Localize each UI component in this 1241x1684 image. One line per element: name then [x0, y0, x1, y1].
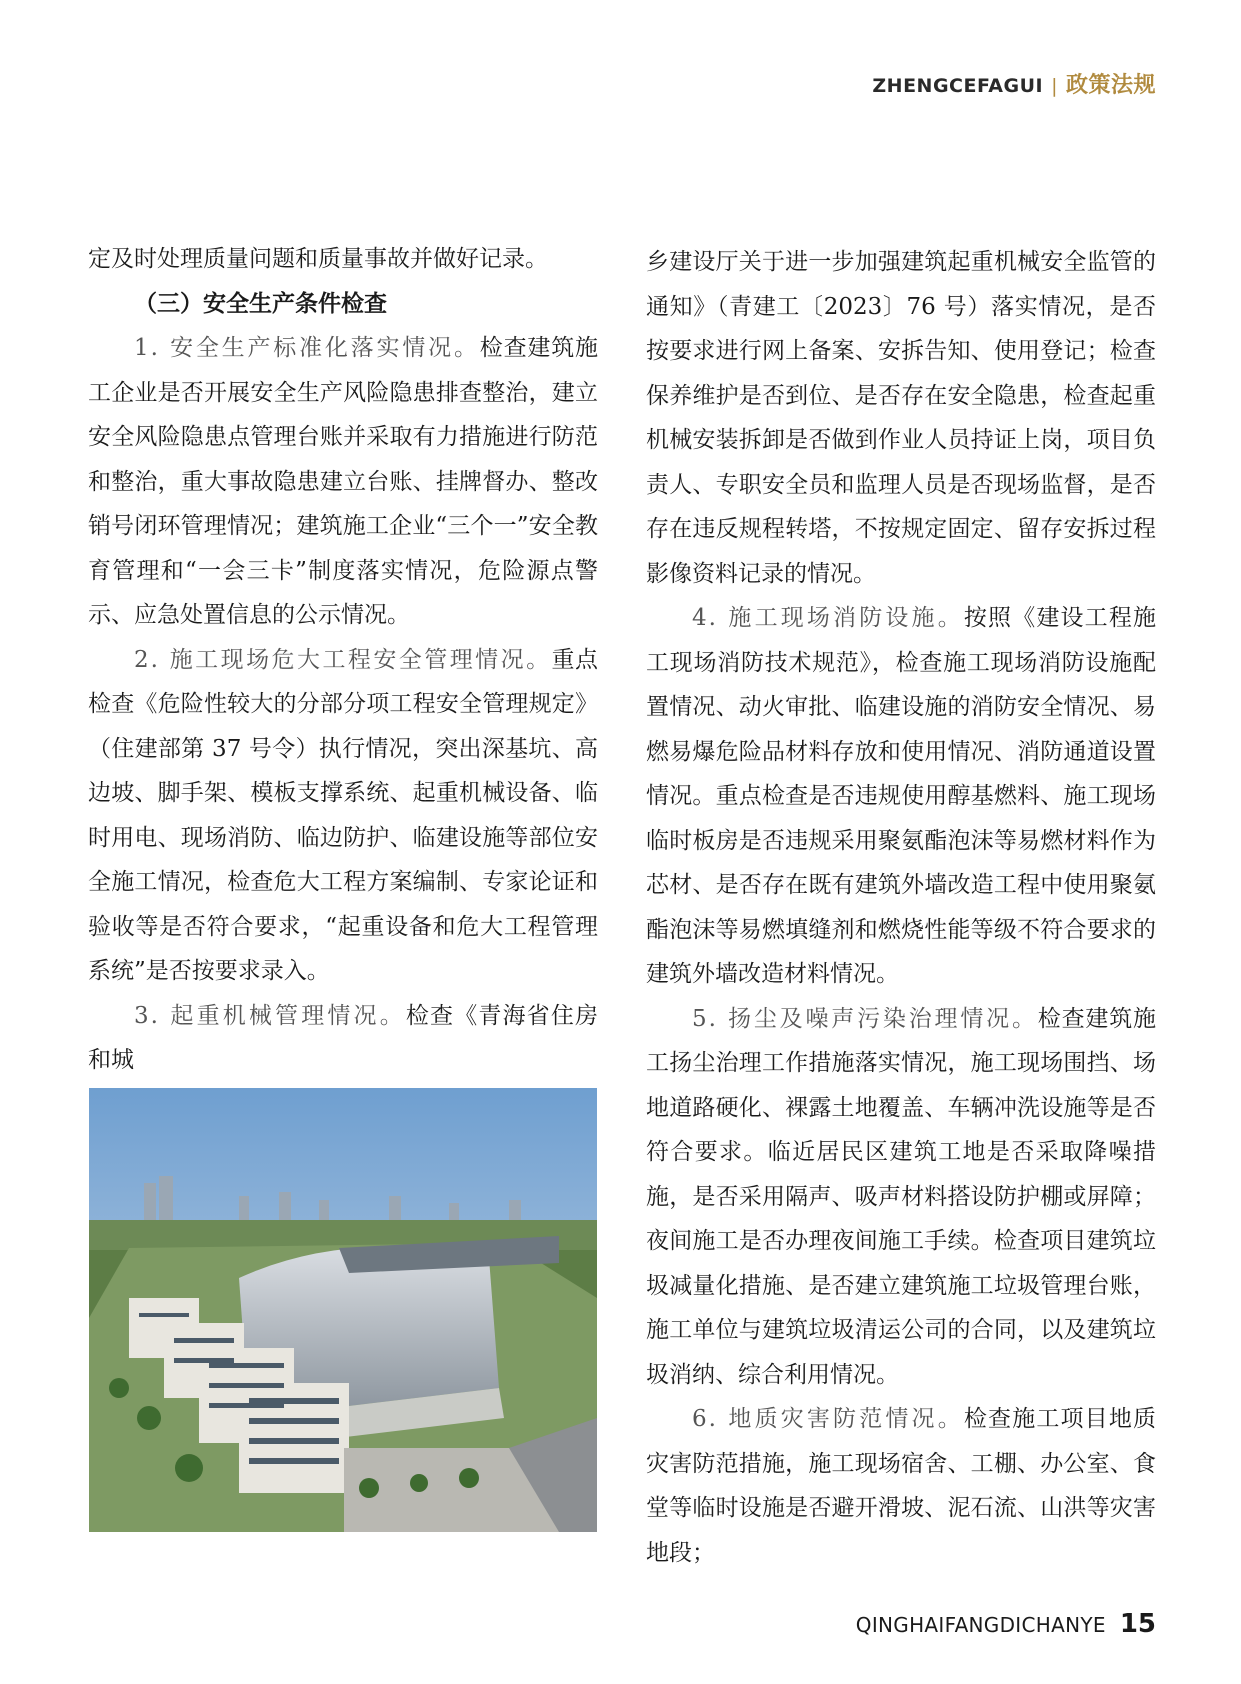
running-header [872, 68, 1156, 99]
left-column [88, 237, 598, 1083]
paragraph-fire-facilities: 4. 施工现场消防设施。按照《建设工程施工现场消防技术规范》，检查施工现场消防设施配置情况、动火审批、临建设施的消防安全情况、易燃易爆危险品材料存放和使用情况、消防通道设置情况。重点检查是否违规使用醇基燃料、施工现场临时板房是否违规采用聚氨酯泡沫等易燃材料作为芯材、是否存在既有建筑外墙改造工程中使用聚氨酯泡沫等易燃填缝剂和燃烧性能等级不符合要求的建筑外墙改造材料情况。 [646, 605, 1157, 987]
subheading: 2. 施工现场危大工程安全管理情况。 [134, 646, 552, 673]
paragraph-lifting-machinery: 3. 起重机械管理情况。检查《青海省住房和城 [88, 1002, 599, 1073]
section-heading: （三）安全生产条件检查 [134, 289, 387, 317]
subheading: 5. 扬尘及噪声污染治理情况。 [692, 1005, 1038, 1032]
section-name-cn: 政策法规 [1065, 72, 1156, 98]
running-footer [856, 1609, 1156, 1639]
paragraph-continued: 乡建设厅关于进一步加强建筑起重机械安全监管的通知》（青建工〔2023〕76 号）落实情况，是否按要求进行网上备案、安拆告知、使用登记；检查保养维护是否到位、是否存在安全隐患，检查起重机械安装拆卸是否做到作业人员持证上岗，项目负责人、专职安全员和监理人员是否现场监督，是否存在违反规程转塔，不按规定固定、留存安拆过程影像资料记录的情况。 [646, 249, 1156, 587]
paragraph-safety-standardization: 1. 安全生产标准化落实情况。检查建筑施工企业是否开展安全生产风险隐患排查整治，建立安全风险隐患点管理台账并采取有力措施进行防范和整治，重大事故隐患建立台账、挂牌督办、整改销号闭环管理情况；建筑施工企业“三个一”安全教育管理和“一会三卡”制度落实情况，危险源点警示、应急处置信息的公示情况。 [88, 335, 598, 628]
paragraph-dust-noise: 5. 扬尘及噪声污染治理情况。检查建筑施工扬尘治理工作措施落实情况，施工现场围挡、场地道路硬化、裸露土地覆盖、车辆冲洗设施等是否符合要求。临近居民区建筑工地是否采取降噪措施，是否采用隔声、吸声材料搭设防护棚或屏障；夜间施工是否办理夜间施工手续。检查项目建筑垃圾减量化措施、是否建立建筑施工垃圾管理台账，施工单位与建筑垃圾清运公司的合同，以及建筑垃圾消纳、综合利用情况。 [646, 1005, 1156, 1388]
magazine-name: QINGHAIFANGDICHANYE [855, 1613, 1106, 1637]
header-divider: | [1051, 75, 1058, 97]
subheading: 4. 施工现场消防设施。 [692, 605, 964, 631]
paragraph-continued: 定及时处理质量问题和质量事故并做好记录。 [88, 246, 548, 272]
paragraph-hazardous-works: 2. 施工现场危大工程安全管理情况。重点检查《危险性较大的分部分项工程安全管理规定》（住建部第 37 号令）执行情况，突出深基坑、高边坡、脚手架、模板支撑系统、起重机械设备、临时用电、现场消防、临边防护、临建设施等部位安全施工情况，检查危大工程方案编制、专家论证和验收等是否符合要求，“起重设备和危大工程管理系统”是否按要求录入。 [88, 646, 599, 984]
section-name-en: ZHENGCEFAGUI [872, 75, 1044, 97]
subheading: 3. 起重机械管理情况。 [134, 1002, 406, 1029]
right-column [646, 240, 1156, 1575]
building-photo [89, 1088, 597, 1532]
paragraph-geological-hazard: 6. 地质灾害防范情况。检查施工项目地质灾害防范措施，施工现场宿舍、工棚、办公室、食堂等临时设施是否避开滑坡、泥石流、山洪等灾害地段； [646, 1406, 1157, 1566]
subheading: 6. 地质灾害防范情况。 [692, 1406, 964, 1432]
subheading: 1. 安全生产标准化落实情况。 [134, 335, 480, 361]
page-number: 15 [1119, 1609, 1156, 1639]
